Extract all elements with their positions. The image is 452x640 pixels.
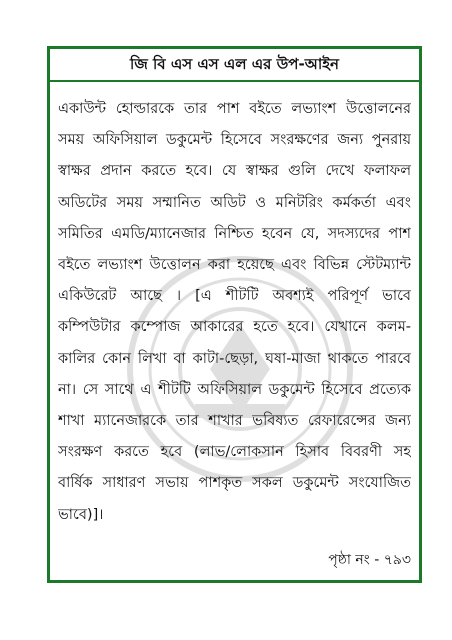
text-line: একাউন্ট হোল্ডারকে তার পাশ বইতে লভ্যাংশ উত্তোলনের (58, 101, 411, 117)
text-line: না। সে সাথে এ শীটটি অফিসিয়াল ডকুমেন্ট হিসেবে প্রত্যেক (58, 381, 411, 398)
page-number: পৃষ্ঠা নং - ৭৯৩ (328, 552, 411, 568)
page-frame (47, 46, 422, 583)
text-line: সমিতির এমডি/ম্যানেজার নিশ্চিত হবেন যে, সদস্যদের পাশ (58, 225, 411, 242)
page-title: জি বি এস এস এল এর উপ-আইন (50, 49, 419, 82)
text-line: অডিটের সময় সম্মানিত অডিট ও মনিটরিং কর্মকর্তা এবং (58, 194, 411, 211)
body-text (58, 94, 411, 531)
text-line: কালির কোন লিখা বা কাটা-ছেড়া, ঘষা-মাজা থাকতে পারবে (58, 350, 411, 367)
text-line: একিউরেট আছে । [এ শীটটি অবশ্যই পরিপূর্ণ ভাবে (58, 288, 411, 305)
text-line: সময় অফিসিয়াল ডকুমেন্ট হিসেবে সংরক্ষণের জন্য পুনরায় (58, 132, 411, 149)
text-line: শাখা ম্যানেজারকে তার শাখার ভবিষ্যত রেফারেন্সের জন্য (58, 413, 411, 430)
text-line: বার্ষিক সাধারণ সভায় পাশকৃত সকল ডকুমেন্ট সংযোজিত (58, 475, 411, 492)
text-line: সংরক্ষণ করতে হবে (লাভ/লোকসান হিসাব বিবরণী সহ (58, 444, 411, 461)
text-line: স্বাক্ষর প্রদান করতে হবে। যে স্বাক্ষর গুলি দেখে ফলাফল (58, 163, 411, 180)
text-line: বইতে লভ্যাংশ উত্তোলন করা হয়েছে এবং বিভিন্ন স্টেটম্যান্ট (58, 257, 411, 274)
text-line: কম্পিউটার কম্পোজ আকারের হতে হবে। যেখানে কলম- (58, 319, 411, 336)
text-line: ভাবে)]। (58, 506, 104, 523)
